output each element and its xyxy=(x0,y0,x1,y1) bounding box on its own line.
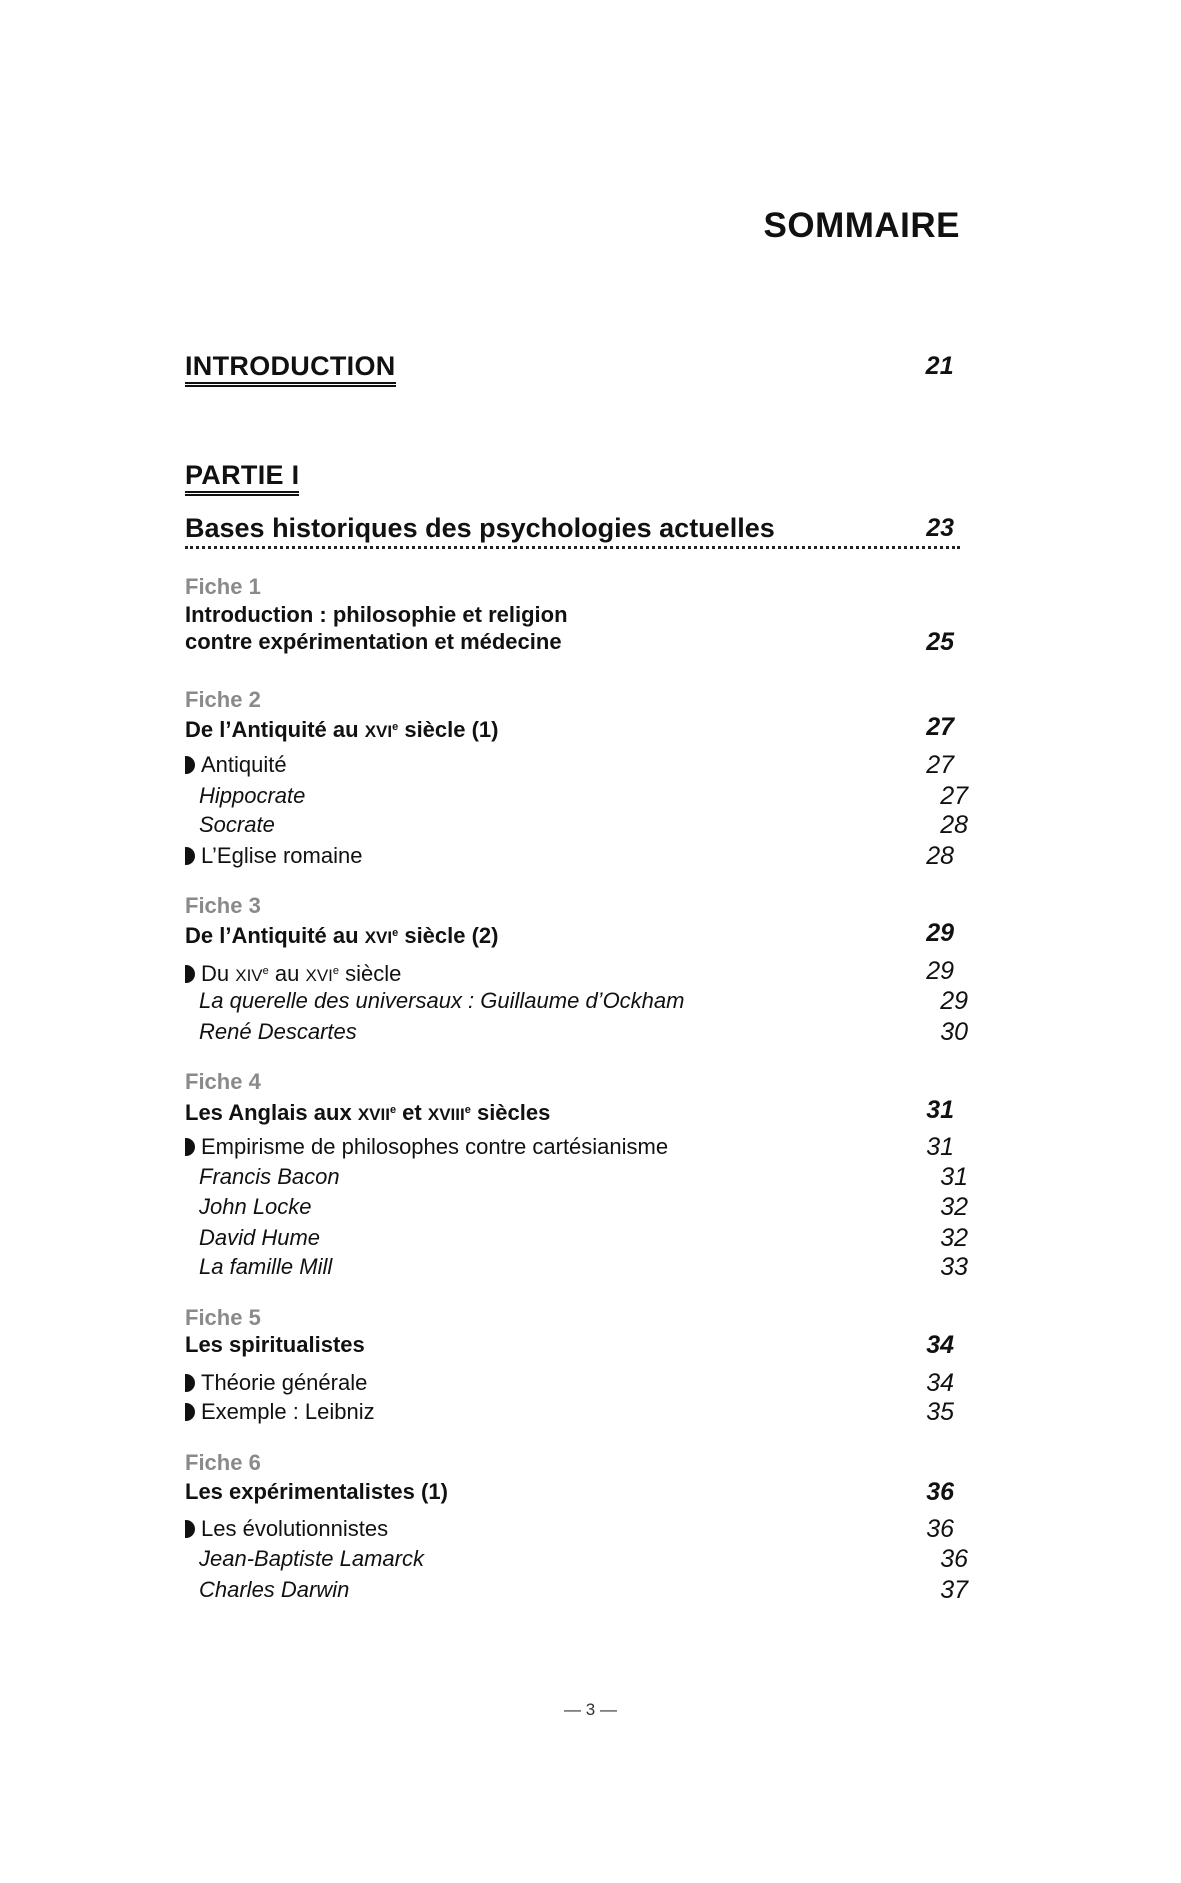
page-number: 28 xyxy=(940,811,968,839)
toc-subentry[interactable] xyxy=(185,1574,968,1606)
entry-part: siècle xyxy=(339,961,402,986)
page-title: SOMMAIRE xyxy=(763,206,960,245)
fiche-title[interactable] xyxy=(185,711,954,743)
entry-text: Socrate xyxy=(199,812,275,837)
title-part: De l’Antiquité au xyxy=(185,717,365,742)
toc-subentry[interactable] xyxy=(185,1251,968,1283)
toc-entry[interactable] xyxy=(185,1131,954,1163)
bullet-icon xyxy=(185,1520,195,1538)
bullet-icon xyxy=(185,965,195,983)
toc-subentry[interactable] xyxy=(185,1016,968,1048)
entry-text: Empirisme de philosophes contre cartésianisme xyxy=(201,1134,669,1159)
dotted-divider xyxy=(185,546,960,549)
page-number: 27 xyxy=(940,782,968,810)
title-part: e xyxy=(464,1104,471,1116)
page-number: 36 xyxy=(926,1515,954,1543)
entry-text: Hippocrate xyxy=(199,783,306,808)
page-number: 37 xyxy=(940,1576,968,1604)
page-number: 31 xyxy=(940,1163,968,1191)
page-number: 29 xyxy=(926,919,954,947)
bullet-icon xyxy=(185,1374,195,1392)
entry-part: Du xyxy=(201,961,236,986)
title-part: e xyxy=(392,927,399,939)
bullet-icon xyxy=(185,1403,195,1421)
title-part: siècle (1) xyxy=(398,717,499,742)
page-number: 35 xyxy=(926,1398,954,1426)
page-number: 36 xyxy=(940,1545,968,1573)
fiche-title[interactable] xyxy=(185,1094,954,1126)
title-part: XVII xyxy=(357,1105,390,1124)
entry-part: XVI xyxy=(305,966,333,985)
entry-text: René Descartes xyxy=(199,1019,357,1044)
toc-subentry[interactable] xyxy=(185,1222,968,1254)
page-number: 29 xyxy=(940,987,968,1015)
page-number: 27 xyxy=(926,751,954,779)
toc-entry[interactable] xyxy=(185,1513,954,1545)
fiche-title-line: contre expérimentation et médecine xyxy=(185,629,562,654)
title-part: siècles xyxy=(470,1100,551,1125)
page-number: 31 xyxy=(926,1096,954,1124)
entry-text: La querelle des universaux : Guillaume d’Ockham xyxy=(199,988,685,1013)
toc-subentry[interactable] xyxy=(185,809,968,841)
page-number: 30 xyxy=(940,1018,968,1046)
toc-entry[interactable] xyxy=(185,1367,954,1399)
introduction-label: INTRODUCTION xyxy=(185,351,396,387)
entry-text: Exemple : Leibniz xyxy=(201,1399,375,1424)
page-number: 32 xyxy=(940,1224,968,1252)
toc-partie-title[interactable] xyxy=(185,512,954,544)
fiche-title-text: Les spiritualistes xyxy=(185,1332,365,1357)
entry-text: Francis Bacon xyxy=(199,1164,340,1189)
entry-part: au xyxy=(268,961,306,986)
toc-subentry[interactable] xyxy=(185,1161,968,1193)
page-number: 25 xyxy=(926,628,954,656)
fiche-title[interactable] xyxy=(185,1329,954,1361)
entry-text: La famille Mill xyxy=(199,1254,333,1279)
fiche-label: Fiche 6 xyxy=(185,1450,261,1475)
toc-subentry[interactable] xyxy=(185,985,968,1017)
entry-part: e xyxy=(332,965,340,977)
bullet-icon xyxy=(185,1138,195,1156)
bullet-icon xyxy=(185,847,195,865)
title-part: XVI xyxy=(364,928,393,947)
toc-introduction[interactable] xyxy=(185,350,954,382)
page-number: 23 xyxy=(926,514,954,542)
title-part: e xyxy=(389,1104,397,1116)
title-part: siècle (2) xyxy=(398,923,499,948)
partie-title: Bases historiques des psychologies actuelles xyxy=(185,513,775,543)
title-part: e xyxy=(392,721,399,733)
page-number: 33 xyxy=(940,1253,968,1281)
entry-text: Jean-Baptiste Lamarck xyxy=(199,1546,424,1571)
fiche-label: Fiche 3 xyxy=(185,893,261,918)
title-part: Les Anglais aux xyxy=(185,1100,358,1125)
entry-text: L’Eglise romaine xyxy=(201,843,363,868)
page-number: 32 xyxy=(940,1193,968,1221)
entry-text: Charles Darwin xyxy=(199,1577,350,1602)
page-number: 34 xyxy=(926,1331,954,1359)
page-number: 27 xyxy=(926,713,954,741)
bullet-icon xyxy=(185,756,195,774)
fiche-label: Fiche 5 xyxy=(185,1305,261,1330)
title-part: XVIII xyxy=(427,1105,465,1124)
toc-entry[interactable] xyxy=(185,1396,954,1428)
entry-text: John Locke xyxy=(199,1194,312,1219)
entry-part: e xyxy=(262,965,269,977)
page-number: 21 xyxy=(925,352,954,380)
toc-partie-label xyxy=(185,459,954,491)
page-footer-number: — 3 — xyxy=(564,1700,617,1719)
page-number: 36 xyxy=(926,1478,954,1506)
entry-text: Les évolutionnistes xyxy=(201,1516,389,1541)
entry-text: David Hume xyxy=(199,1225,321,1250)
entry-text: Antiquité xyxy=(201,752,287,777)
page-number: 34 xyxy=(926,1369,954,1397)
toc-entry[interactable] xyxy=(185,749,954,781)
toc-entry[interactable] xyxy=(185,955,954,987)
page-number: 29 xyxy=(926,957,954,985)
fiche-title[interactable]: Introduction : philosophie et religion xyxy=(185,602,568,627)
page-number: 28 xyxy=(926,842,954,870)
fiche-label: Fiche 4 xyxy=(185,1069,261,1094)
toc-entry[interactable] xyxy=(185,840,954,872)
fiche-label: Fiche 1 xyxy=(185,574,261,599)
title-part: et xyxy=(396,1100,428,1125)
page-number: 31 xyxy=(926,1133,954,1161)
toc-subentry[interactable] xyxy=(185,1543,968,1575)
fiche-title[interactable] xyxy=(185,626,954,658)
toc-subentry[interactable] xyxy=(185,780,968,812)
fiche-title[interactable] xyxy=(185,917,954,949)
fiche-label: Fiche 2 xyxy=(185,687,261,712)
partie-label: PARTIE I xyxy=(185,460,299,496)
entry-part: XIV xyxy=(235,966,263,985)
toc-subentry[interactable] xyxy=(185,1191,968,1223)
fiche-title-text: Les expérimentalistes (1) xyxy=(185,1479,448,1504)
title-part: De l’Antiquité au xyxy=(185,923,365,948)
fiche-title[interactable] xyxy=(185,1476,954,1508)
title-part: XVI xyxy=(364,722,393,741)
entry-text: Théorie générale xyxy=(201,1370,368,1395)
